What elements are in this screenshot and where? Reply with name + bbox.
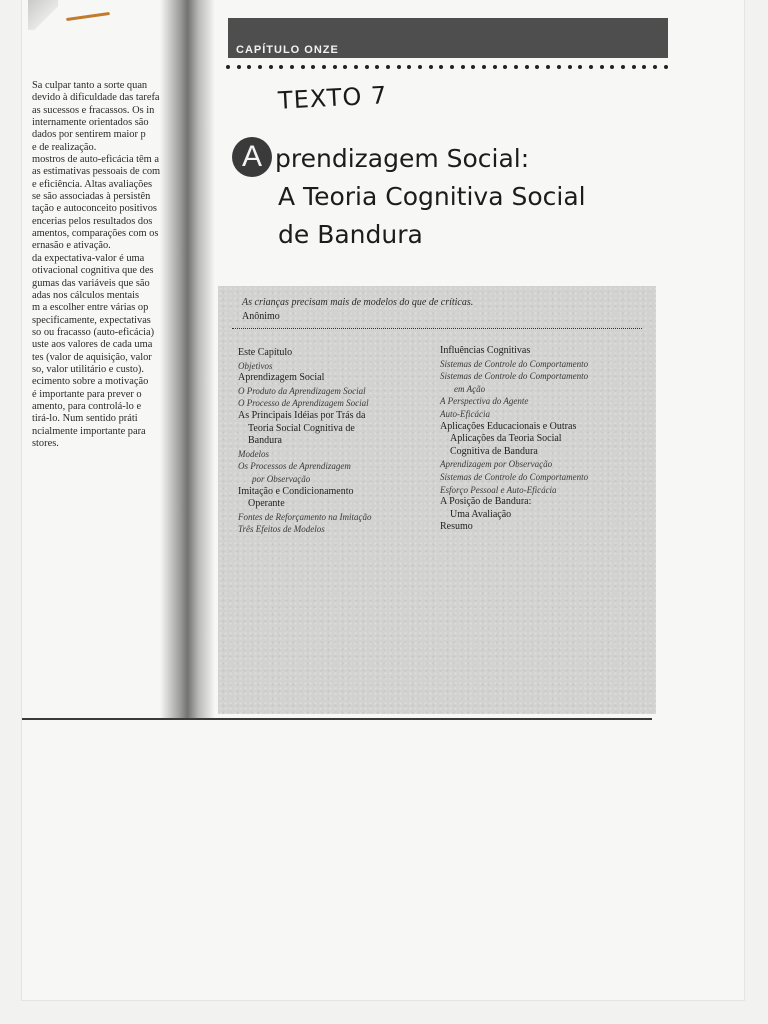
- toc-entry: Aplicações da Teoria Social: [450, 433, 562, 445]
- chapter-title-line-1: prendizagem Social:: [275, 144, 530, 173]
- divider-dot: [407, 65, 411, 69]
- chapter-title-line-3: de Bandura: [278, 220, 423, 249]
- epigraph-quote: As crianças precisam mais de modelos do que de críticas.: [242, 297, 474, 308]
- divider-dot: [450, 65, 454, 69]
- left-page-line: otivacional cognitiva que des: [32, 265, 154, 277]
- left-page-line: uste aos valores de cada uma: [32, 339, 153, 351]
- left-page-line: ernasão e ativação.: [32, 240, 111, 252]
- epigraph-author: Anônimo: [242, 311, 280, 322]
- divider-dot: [279, 65, 283, 69]
- left-page-line: se são associadas à persistên: [32, 191, 151, 203]
- page-bottom-edge: [22, 718, 652, 720]
- toc-entry: em Ação: [454, 383, 486, 394]
- divider-dot: [461, 65, 465, 69]
- left-page-line: Sa culpar tanto a sorte quan: [32, 80, 148, 91]
- divider-dot: [237, 65, 241, 69]
- left-page-text-column: [32, 80, 174, 450]
- divider-dot: [290, 65, 294, 69]
- chapter-label: CAPÍTULO ONZE: [236, 44, 339, 56]
- left-page-line: tes (valor de aquisição, valor: [32, 351, 152, 363]
- left-page-line: devido à dificuldade das tarefa: [32, 92, 160, 104]
- divider-dot: [535, 65, 539, 69]
- divider-dot: [226, 65, 230, 69]
- divider-dot: [333, 65, 337, 69]
- drop-cap: A: [232, 137, 272, 177]
- toc-entry: Objetivos: [238, 360, 273, 371]
- divider-dot: [664, 65, 668, 69]
- toc-entry: Auto-Eficácia: [440, 408, 490, 419]
- toc-entry: Fontes de Reforçamento na Imitação: [238, 511, 372, 522]
- divider-dot: [525, 65, 529, 69]
- divider-dot: [269, 65, 273, 69]
- divider-dot: [471, 65, 475, 69]
- divider-dot: [386, 65, 390, 69]
- toc-entry: Uma Avaliação: [450, 508, 512, 520]
- divider-dot: [653, 65, 657, 69]
- toc-entry: Influências Cognitivas: [440, 345, 531, 356]
- divider-dot: [354, 65, 358, 69]
- divider-dot: [247, 65, 251, 69]
- toc-entry: Imitação e Condicionamento: [238, 485, 354, 497]
- divider-dot: [589, 65, 593, 69]
- toc-entry: Aprendizagem Social: [238, 372, 325, 384]
- toc-entry: A Perspectiva do Agente: [440, 396, 529, 407]
- left-page-line: ncialmente importante para: [32, 425, 146, 437]
- toc-entry: Sistemas de Controle do Comportamento: [440, 471, 589, 482]
- divider-dot: [568, 65, 572, 69]
- page-corner-scuff: [28, 0, 58, 30]
- divider-dot: [343, 65, 347, 69]
- divider-dot: [546, 65, 550, 69]
- dotted-divider: [226, 62, 668, 72]
- left-page-line: so, valor utilitário e custo).: [32, 363, 144, 375]
- divider-dot: [482, 65, 486, 69]
- toc-left-column: [238, 347, 434, 536]
- toc-entry: Sistemas de Controle do Comportamento: [440, 371, 589, 382]
- left-page-line: da expectativa-valor é uma: [32, 252, 145, 264]
- divider-dot: [600, 65, 604, 69]
- toc-entry: Teoria Social Cognitiva de: [248, 422, 355, 434]
- divider-dot: [642, 65, 646, 69]
- left-page-line: so ou fracasso (auto-eficácia): [32, 326, 155, 338]
- divider-dot: [397, 65, 401, 69]
- left-page-line: tirá-lo. Num sentido práti: [32, 413, 138, 425]
- divider-dot: [322, 65, 326, 69]
- divider-dot: [493, 65, 497, 69]
- divider-dot: [311, 65, 315, 69]
- divider-dot: [375, 65, 379, 69]
- left-page-line: gumas das variáveis que são: [32, 277, 150, 289]
- book-spine-shadow: [160, 0, 215, 720]
- divider-dot: [301, 65, 305, 69]
- toc-entry: Três Efeitos de Modelos: [238, 524, 325, 535]
- toc-entry: por Observação: [252, 473, 311, 484]
- divider-dot: [258, 65, 262, 69]
- chapter-title-line-2: A Teoria Cognitiva Social: [278, 182, 586, 211]
- left-page-line: dados por sentirem maior p: [32, 129, 146, 141]
- divider-dot: [578, 65, 582, 69]
- divider-dot: [557, 65, 561, 69]
- toc-entry: Operante: [248, 498, 285, 510]
- divider-dot: [632, 65, 636, 69]
- toc-entry: Sistemas de Controle do Comportamento: [440, 358, 589, 369]
- toc-entry: Esforço Pessoal e Auto-Eficácia: [440, 484, 557, 495]
- left-page-line: amento, para controlá-lo e: [32, 400, 142, 412]
- dotted-rule: [232, 328, 642, 329]
- divider-dot: [418, 65, 422, 69]
- toc-entry: Os Processos de Aprendizagem: [238, 461, 351, 472]
- toc-entry: Aplicações Educacionais e Outras: [440, 420, 577, 432]
- left-page-line: encerias pelos resultados dos: [32, 215, 153, 227]
- left-page-line: é importante para prever o: [32, 388, 142, 400]
- divider-dot: [621, 65, 625, 69]
- toc-entry: Resumo: [440, 521, 473, 533]
- left-page-line: stores.: [32, 437, 59, 449]
- left-page-line: e de realização.: [32, 141, 97, 153]
- divider-dot: [514, 65, 518, 69]
- divider-dot: [503, 65, 507, 69]
- left-page-line: adas nos cálculos mentais: [32, 289, 140, 301]
- toc-entry: O Produto da Aprendizagem Social: [238, 385, 366, 396]
- left-page-line: internamente orientados são: [32, 117, 149, 129]
- toc-entry: Este Capítulo: [238, 347, 293, 358]
- divider-dot: [429, 65, 433, 69]
- left-page-line: e eficiência. Altas avaliações: [32, 178, 153, 190]
- divider-dot: [610, 65, 614, 69]
- left-page-line: ecimento sobre a motivação: [32, 376, 149, 388]
- left-page-line: as estimativas pessoais de com: [32, 166, 161, 178]
- left-page-line: as sucessos e fracassos. Os in: [32, 104, 155, 116]
- handwritten-note: TEXTO 7: [277, 81, 388, 115]
- toc-entry: A Posição de Bandura:: [440, 496, 532, 508]
- toc-entry: Aprendizagem por Observação: [440, 459, 553, 470]
- left-page-line: mostros de auto-eficácia têm a: [32, 154, 159, 166]
- left-page-line: m a escolher entre várias op: [32, 302, 149, 314]
- left-page-line: amentos, comparações com os: [32, 228, 159, 240]
- toc-entry: As Principais Idéias por Trás da: [238, 409, 366, 421]
- left-page-line: tação e autoconceito positivos: [32, 203, 157, 215]
- divider-dot: [365, 65, 369, 69]
- toc-entry: Cognitiva de Bandura: [450, 445, 538, 457]
- toc-entry: O Processo de Aprendizagem Social: [238, 398, 369, 409]
- toc-entry: Modelos: [238, 448, 269, 459]
- left-page-line: specificamente, expectativas: [32, 314, 151, 326]
- toc-right-column: [440, 345, 652, 534]
- divider-dot: [439, 65, 443, 69]
- toc-entry: Bandura: [248, 435, 282, 447]
